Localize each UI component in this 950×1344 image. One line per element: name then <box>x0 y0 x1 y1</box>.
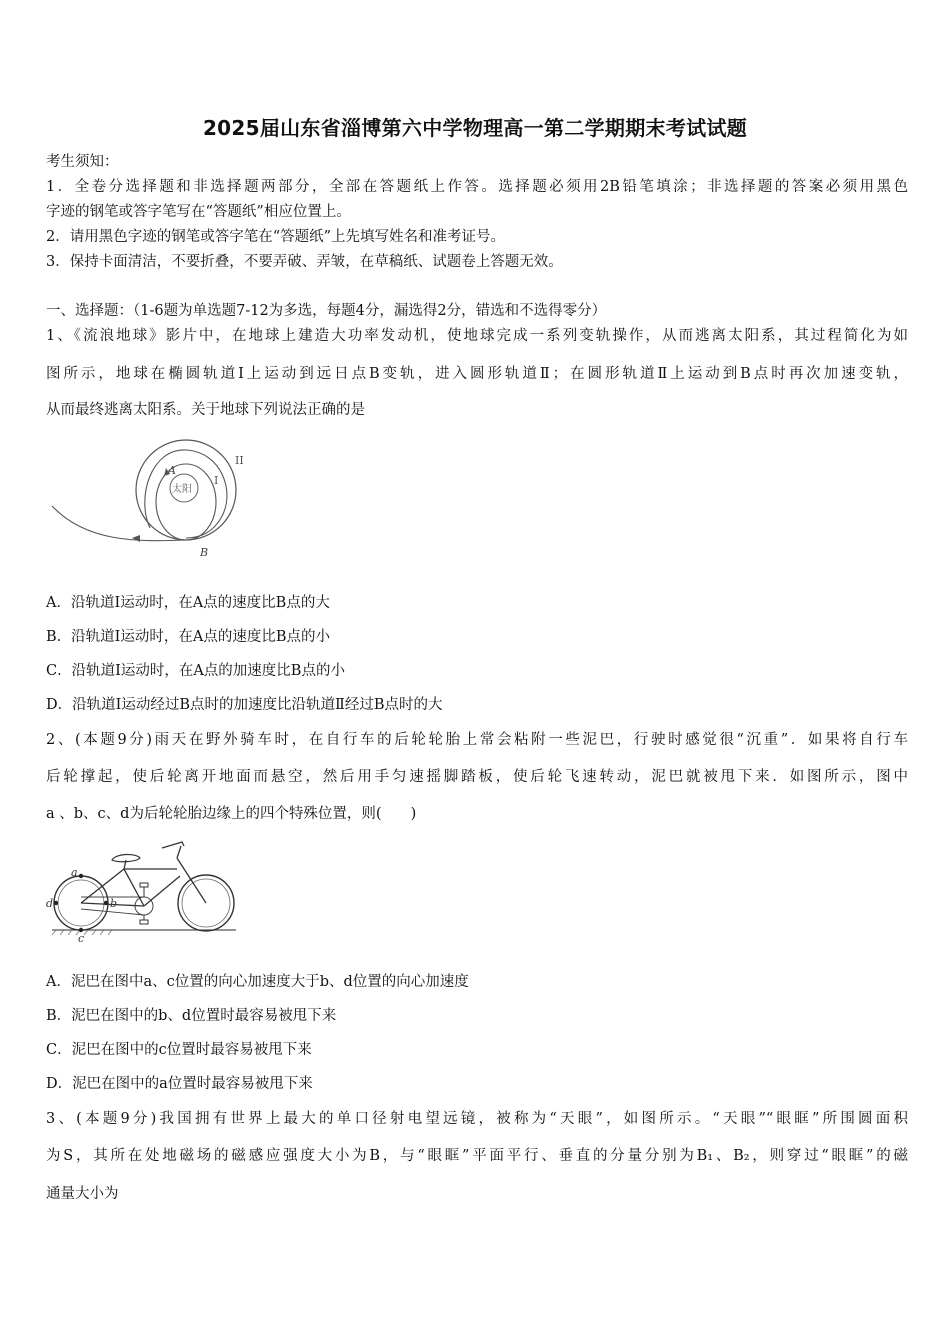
label-orbit-1: I <box>214 474 219 487</box>
label-c: c <box>78 932 85 944</box>
q2-option-d: D．泥巴在图中的a位置时最容易被甩下来 <box>46 1076 313 1092</box>
q3-stem-line3: 通量大小为 <box>46 1186 119 1202</box>
notice-heading: 考生须知： <box>46 154 119 170</box>
page-title: 2025届山东省淄博第六中学物理高一第二学期期末考试试题 <box>202 116 748 140</box>
q1-option-c: C．沿轨道Ⅰ运动时，在A点的加速度比B点的小 <box>46 663 345 679</box>
arrow-icon <box>132 535 140 542</box>
notice-item-2: 2．请用黑色字迹的钢笔或答字笔在“答题纸”上先填写姓名和准考证号。 <box>46 229 506 245</box>
q1-stem-line2: 图所示，地球在椭圆轨道Ⅰ上运动到远日点B变轨，进入圆形轨道Ⅱ；在圆形轨道Ⅱ上运动到B点时再次加速变轨， <box>46 366 908 382</box>
q1-stem-line1: 1、《流浪地球》影片中，在地球上建造大功率发动机，使地球完成一系列变轨操作，从而逃离太阳系，其过程简化为如 <box>46 328 908 344</box>
q3-stem-line1: 3、(本题9分)我国拥有世界上最大的单口径射电望远镜，被称为“天眼”，如图所示。“天眼”“眼眶”所围圆面积 <box>46 1111 908 1127</box>
section-heading: 一、选择题：（1-6题为单选题7-12为多选，每题4分，漏选得2分，错选和不选得零分） <box>46 303 607 319</box>
label-A: A <box>168 464 176 477</box>
q2-stem-line3: a 、b、c、d为后轮轮胎边缘上的四个特殊位置，则( ) <box>46 806 417 822</box>
q2-option-a: A．泥巴在图中a、c位置的向心加速度大于b、d位置的向心加速度 <box>46 974 469 990</box>
point-b <box>104 901 108 905</box>
q2-bicycle-figure <box>44 836 240 944</box>
q2-stem-line2: 后轮撑起，使后轮离开地面而悬空，然后用手匀速摇脚踏板，使后轮飞速转动，泥巴就被甩下来．如图所示，图中 <box>46 769 908 785</box>
label-orbit-2: II <box>235 454 244 467</box>
label-sun: 太阳 <box>172 484 192 495</box>
notice-item-3: 3．保持卡面清洁，不要折叠，不要弄破、弄皱，在草稿纸、试题卷上答题无效。 <box>46 254 563 270</box>
q1-option-b: B．沿轨道Ⅰ运动时，在A点的速度比B点的小 <box>46 629 331 645</box>
q2-stem-line1: 2、(本题9分)雨天在野外骑车时，在自行车的后轮轮胎上常会粘附一些泥巴，行驶时感觉很“沉重”．如果将自行车 <box>46 732 908 748</box>
q1-option-d: D．沿轨道Ⅰ运动经过B点时的加速度比沿轨道Ⅱ经过B点时的大 <box>46 697 443 713</box>
q1-option-a: A．沿轨道Ⅰ运动时，在A点的速度比B点的大 <box>46 595 330 611</box>
label-a: a <box>71 866 78 879</box>
notice-item-1-cont: 字迹的钢笔或答字笔写在“答题纸”相应位置上。 <box>46 204 351 220</box>
q3-stem-line2: 为S，其所在处地磁场的磁感应强度大小为B，与“眼眶”平面平行、垂直的分量分别为B₁、B₂，则穿过“眼眶”的磁 <box>46 1148 908 1164</box>
q1-stem-line3: 从而最终逃离太阳系。关于地球下列说法正确的是 <box>46 402 365 418</box>
point-d <box>54 901 58 905</box>
label-b: b <box>110 897 118 910</box>
label-d: d <box>46 897 54 910</box>
q1-orbit-figure <box>46 438 252 560</box>
pedal <box>140 883 148 887</box>
label-B: B <box>200 546 209 559</box>
q2-option-c: C．泥巴在图中的c位置时最容易被甩下来 <box>46 1042 312 1058</box>
point-a <box>79 874 83 878</box>
q2-option-b: B．泥巴在图中的b、d位置时最容易被甩下来 <box>46 1008 337 1024</box>
notice-item-1: 1．全卷分选择题和非选择题两部分，全部在答题纸上作答。选择题必须用2B铅笔填涂；非选择题的答案必须用黑色 <box>46 179 908 195</box>
pedal <box>140 920 148 924</box>
